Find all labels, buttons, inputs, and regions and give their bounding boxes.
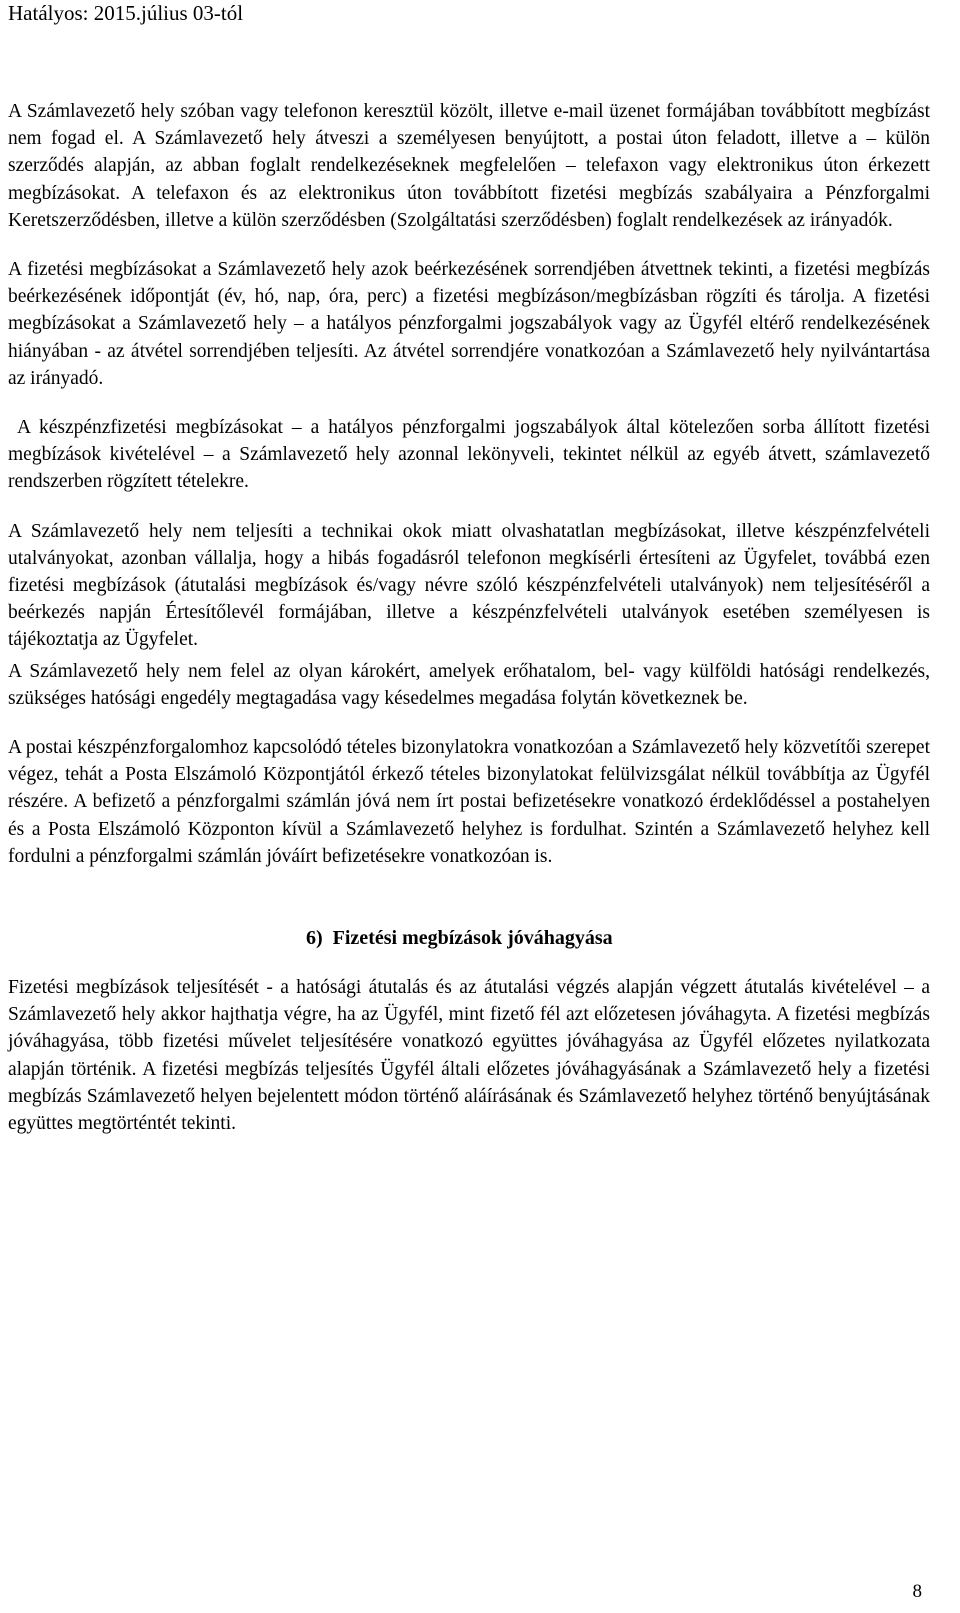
paragraph-order-of-receipt: A fizetési megbízásokat a Számlavezető hely azok beérkezésének sorrendjében átvettnek tekinti, a fizetési megbízás beérkezésének időpontját (év, hó, nap, óra, perc) a fizetési megbízáson/megbízásban rögzíti és tárolja. A fizetési megbízásokat a Számlavezető hely – a hatályos pénzforgalmi jogszabályok vagy az Ügyfél eltérő rendelkezésének hiányában - az átvétel sorrendjében teljesíti. Az átvétel sorrendjére vonatkozóan a Számlavezető hely nyilvántartása az irányadó. bbox=[8, 259, 930, 389]
paragraph-submission-methods: A Számlavezető hely szóban vagy telefonon keresztül közölt, illetve e-mail üzenet formájában továbbított megbízást nem fogad el. A Számlavezető hely átveszi a személyesen benyújtott, a postai úton feladott, illetve a – külön szerződés alapján, az abban foglalt rendelkezéseknek megfelelően – telefaxon vagy elektronikus úton érkezett megbízásokat. A telefaxon és az elektronikus úton továbbított fizetési megbízás szabályaira a Pénzforgalmi Keretszerződésben, illetve a külön szerződésben (Szolgáltatási szerződésben) foglalt rendelkezések az irányadók. bbox=[8, 101, 930, 231]
section-heading: 6) Fizetési megbízások jóváhagyása bbox=[306, 927, 613, 950]
paragraph-liability: A Számlavezető hely nem felel az olyan károkért, amelyek erőhatalom, bel- vagy külföldi hatósági rendelkezés, szükséges hatósági engedély megtagadása vagy késedelmes megadása folytán következnek be. bbox=[8, 660, 930, 709]
paragraph-unreadable-orders: A Számlavezető hely nem teljesíti a technikai okok miatt olvashatatlan megbízásokat, illetve készpénzfelvételi utalványokat, azonban vállalja, hogy a hibás fogadásról telefonon megkísérli értesíteni az Ügyfelet, továbbá ezen fizetési megbízások (átutalási megbízások és/vagy névre szóló készpénzfelvételi utalványok) nem teljesítéséről a beérkezés napján Értesítőlevél formájában, illetve a készpénzfelvételi utalványok esetében személyesen is tájékoztatja az Ügyfelet. bbox=[8, 520, 930, 651]
paragraph-approval: Fizetési megbízások teljesítését - a hatósági átutalás és az átutalási végzés alapján végzett átutalás kivételével – a Számlavezető hely akkor hajthatja végre, ha az Ügyfél, mint fizető fél azt előzetesen jóváhagyta. A fizetési megbízás jóváhagyása, több fizetési művelet teljesítésére vonatkozó együttes jóváhagyása az Ügyfél előzetes nyilatkozata alapján történik. A fizetési megbízás teljesítés Ügyfél általi előzetes jóváhagyásának a Számlavezető hely a fizetési megbízás Számlavezető helyen bejelentett módon történő aláírásának és Számlavezető helyhez történő benyújtásának együttes megtörténtét tekinti. bbox=[8, 977, 930, 1135]
paragraph-postal-cash: A postai készpénzforgalomhoz kapcsolódó tételes bizonylatokra vonatkozóan a Számlavezető hely közvetítői szerepet végez, tehát a Posta Elszámoló Központjától érkező tételes bizonylatokat felülvizsgálat nélkül továbbítja az Ügyfél részére. A befizető a pénzforgalmi számlán jóvá nem írt postai befizetésekre vonatkozó érdeklődéssel a postahelyen és a Posta Elszámoló Központon kívül a Számlavezető helyhez is fordulhat. Szintén a Számlavezető helyhez kell fordulni a pénzforgalmi számlán jóváírt befizetésekre vonatkozóan is. bbox=[8, 737, 930, 867]
paragraph-cash-payment-orders: A készpénzfizetési megbízásokat – a hatályos pénzforgalmi jogszabályok által kötelezően sorba állított fizetési megbízások kivételével – a Számlavezető hely azonnal lekönyveli, tekintet nélkül az egyéb átvett, számlavezető rendszerben rögzített tételekre. bbox=[8, 417, 935, 493]
document-body bbox=[8, 98, 935, 1137]
page-number: 8 bbox=[912, 1581, 922, 1602]
page-header: Hatályos: 2015.július 03-tól bbox=[8, 1, 244, 25]
